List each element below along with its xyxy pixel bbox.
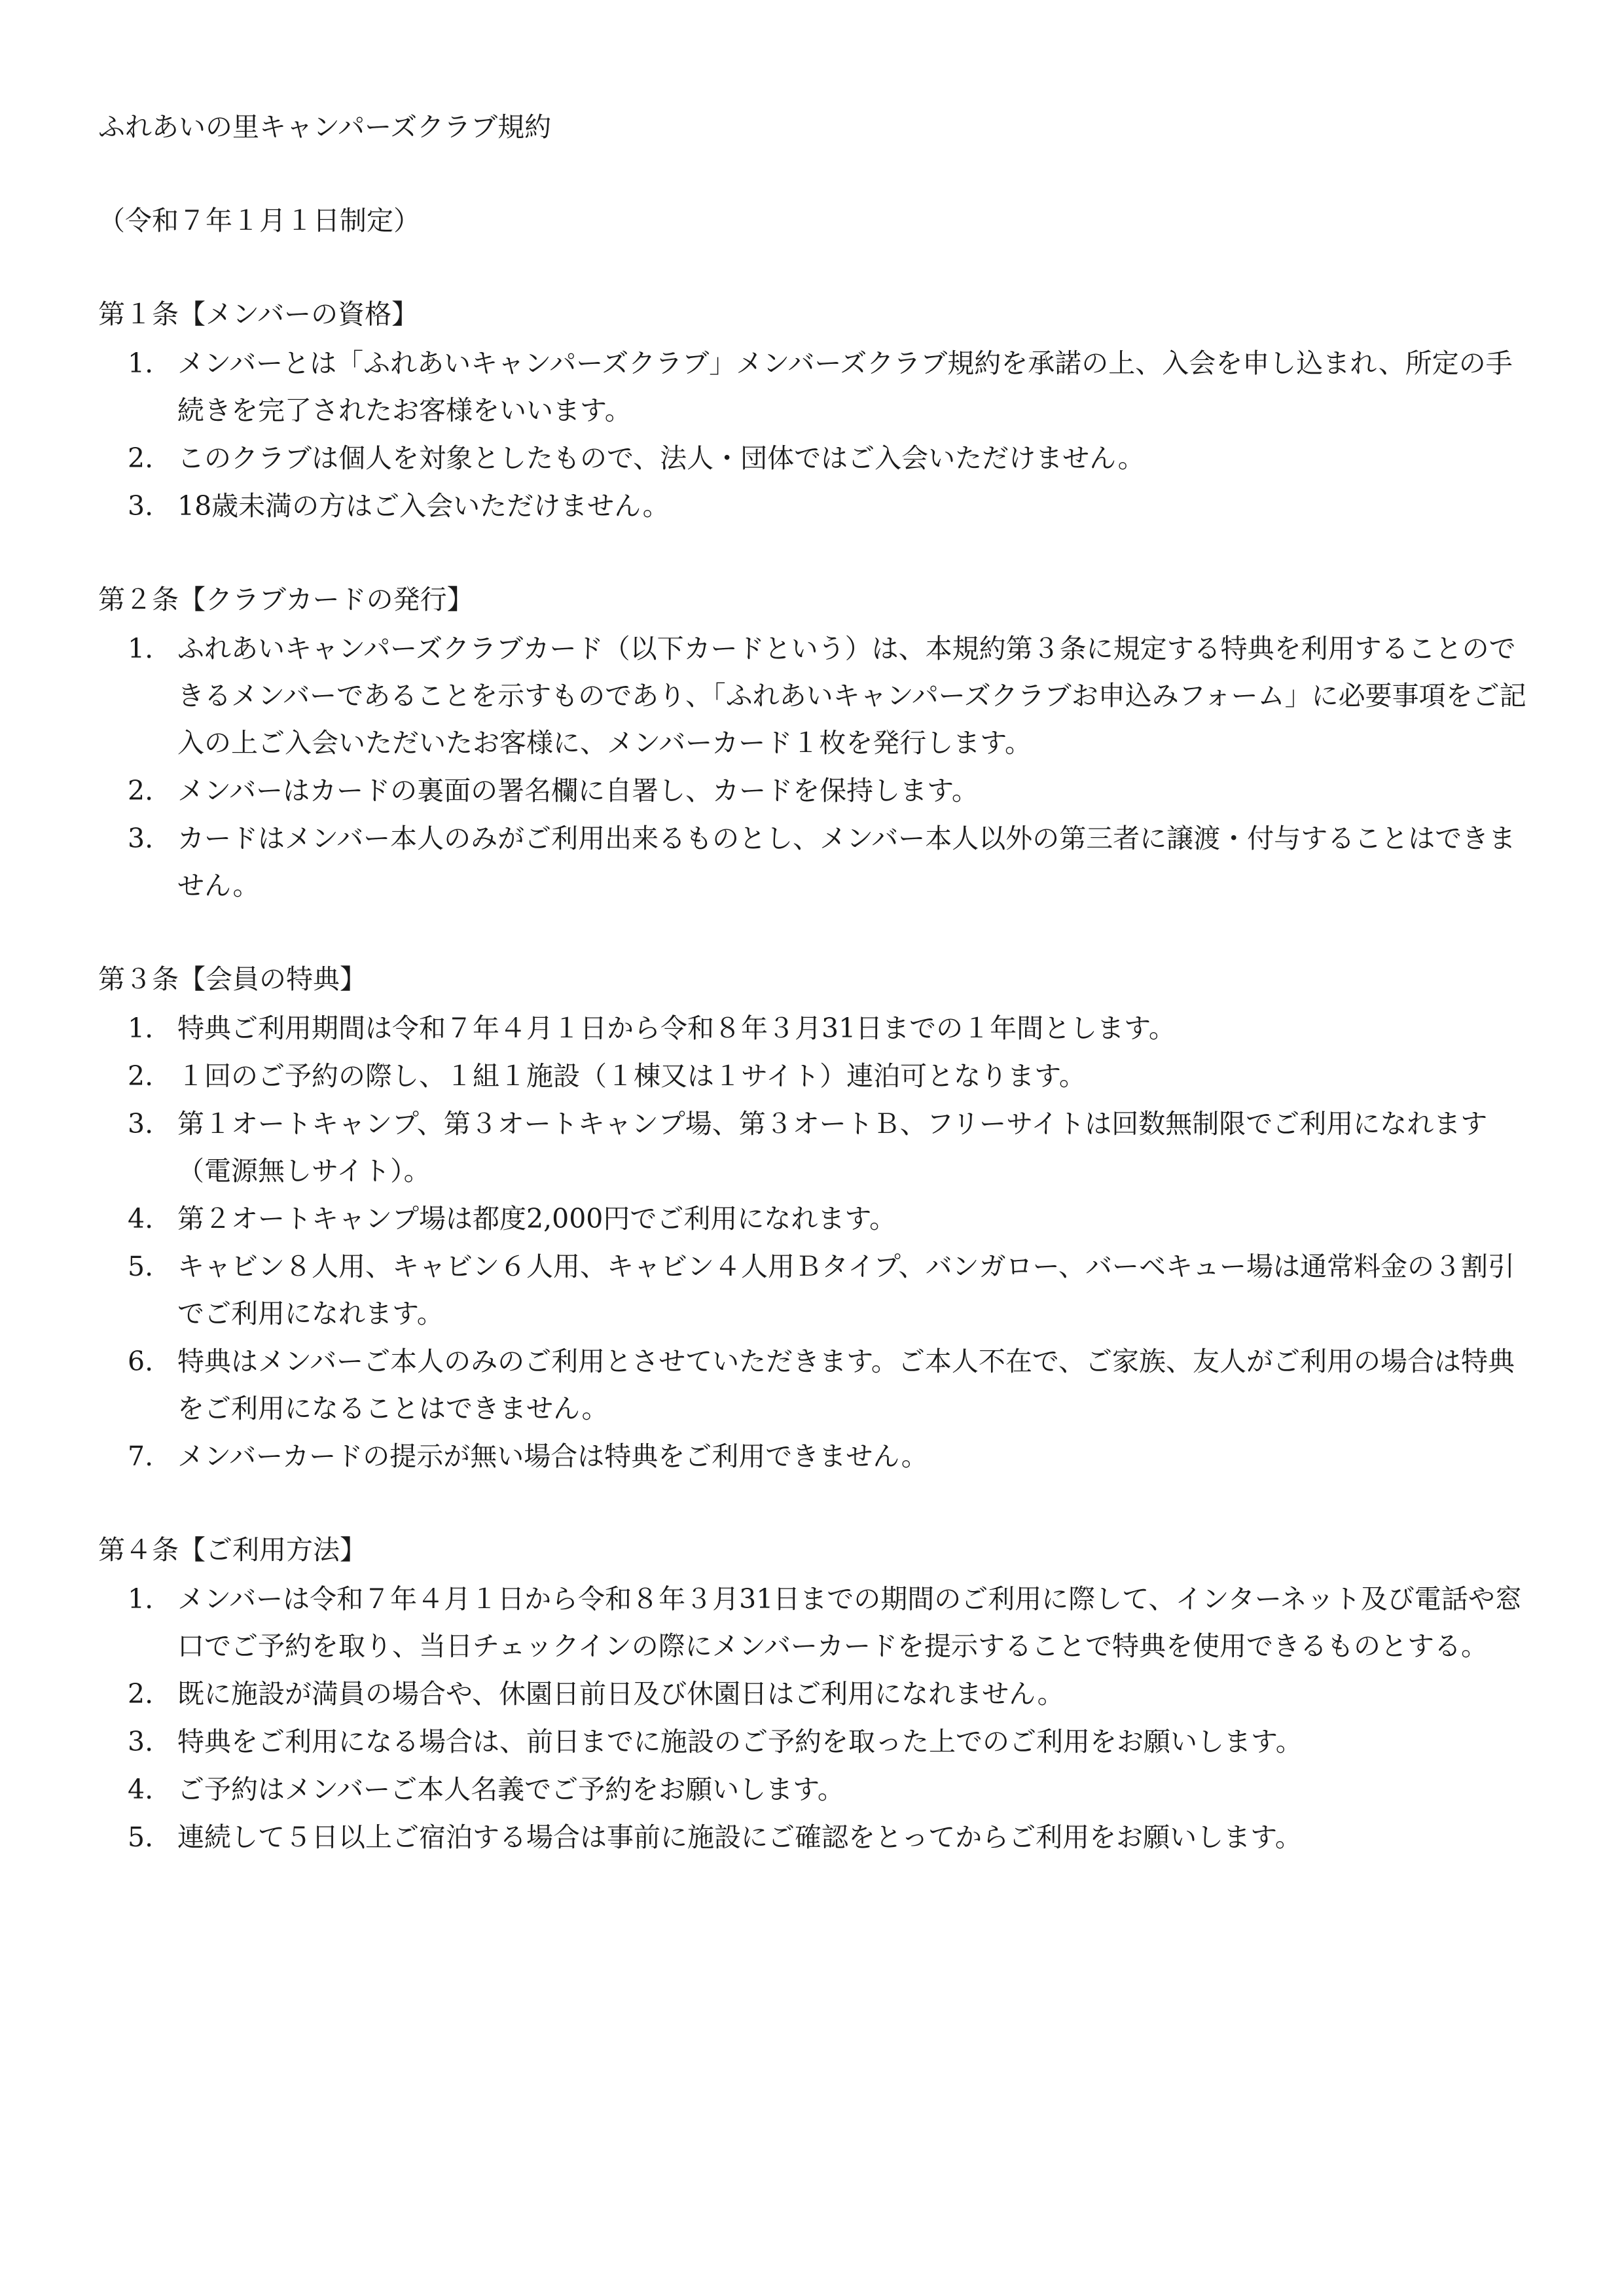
clause-text: 特典をご利用になる場合は、前日までに施設のご予約を取った上でのご利用をお願いします。 bbox=[177, 1726, 1303, 1757]
clause-number: 3. bbox=[128, 1108, 154, 1139]
clause-list bbox=[98, 625, 1532, 909]
clause-text: メンバーとは「ふれあいキャンパーズクラブ」メンバーズクラブ規約を承諾の上、入会を申し込まれ、所定の手続きを完了されたお客様をいいます。 bbox=[177, 348, 1513, 426]
clause-text: このクラブは個人を対象としたもので、法人・団体ではご入会いただけません。 bbox=[177, 442, 1145, 474]
clause-item bbox=[98, 340, 1532, 434]
clause-number: 5. bbox=[128, 1251, 154, 1282]
clause-text: 連続して５日以上ご宿泊する場合は事前に施設にご確認をとってからご利用をお願いします。 bbox=[177, 1821, 1302, 1853]
clause-list bbox=[98, 1575, 1532, 1861]
clause-item bbox=[98, 1005, 1532, 1052]
clause-text: 第２オートキャンプ場は都度2,000円でご利用になれます。 bbox=[177, 1203, 897, 1234]
clause-number: 4. bbox=[128, 1203, 154, 1234]
clause-text: ご予約はメンバーご本人名義でご予約をお願いします。 bbox=[177, 1774, 844, 1805]
clause-text: メンバーはカードの裏面の署名欄に自署し、カードを保持します。 bbox=[177, 775, 979, 806]
clause-number: 2. bbox=[128, 1060, 154, 1092]
article-heading: 第３条【会員の特典】 bbox=[98, 963, 367, 995]
clause-item bbox=[98, 1670, 1532, 1717]
document-page bbox=[98, 103, 1532, 1861]
clause-text: １回のご予約の際し、１組１施設（１棟又は１サイト）連泊可となります。 bbox=[177, 1060, 1086, 1092]
clause-text: 第１オートキャンプ、第３オートキャンプ場、第３オートＢ、フリーサイトは回数無制限でご利用になれます（電源無しサイト）。 bbox=[177, 1108, 1488, 1187]
clause-item bbox=[98, 625, 1532, 766]
article-2 bbox=[98, 576, 1532, 909]
article-3 bbox=[98, 956, 1532, 1480]
clause-number: 1. bbox=[128, 1013, 154, 1044]
clause-list bbox=[98, 340, 1532, 529]
clause-item bbox=[98, 767, 1532, 814]
clause-item bbox=[98, 1052, 1532, 1100]
clause-text: メンバーカードの提示が無い場合は特典をご利用できません。 bbox=[177, 1441, 928, 1472]
clause-number: 2. bbox=[128, 442, 154, 474]
clause-item bbox=[98, 815, 1532, 909]
clause-item bbox=[98, 1100, 1532, 1194]
clause-number: 1. bbox=[128, 348, 154, 379]
clause-item bbox=[98, 1338, 1532, 1432]
document-title: ふれあいの里キャンパーズクラブ規約 bbox=[98, 111, 552, 143]
clause-number: 1. bbox=[128, 633, 154, 664]
clause-number: 2. bbox=[128, 775, 154, 806]
clause-number: 5. bbox=[128, 1821, 154, 1853]
clause-item bbox=[98, 1814, 1532, 1861]
clause-item bbox=[98, 1766, 1532, 1813]
clause-number: 1. bbox=[128, 1583, 154, 1615]
enactment-date: （令和７年１月１日制定） bbox=[98, 205, 420, 236]
clause-text: 特典はメンバーご本人のみのご利用とさせていただきます。ご本人不在で、ご家族、友人がご利用の場合は特典をご利用になることはできません。 bbox=[177, 1346, 1515, 1424]
article-1 bbox=[98, 291, 1532, 529]
clause-number: 6. bbox=[128, 1346, 154, 1377]
clause-text: 既に施設が満員の場合や、休園日前日及び休園日はご利用になれません。 bbox=[177, 1678, 1064, 1710]
clause-number: 2. bbox=[128, 1678, 154, 1710]
clause-item bbox=[98, 1433, 1532, 1480]
clause-text: 特典ご利用期間は令和７年４月１日から令和８年３月31日までの１年間とします。 bbox=[177, 1013, 1176, 1044]
clause-item bbox=[98, 1195, 1532, 1242]
clause-number: 4. bbox=[128, 1774, 154, 1805]
clause-number: 3. bbox=[128, 1726, 154, 1757]
clause-item bbox=[98, 1243, 1532, 1337]
clause-number: 3. bbox=[128, 823, 154, 854]
clause-item bbox=[98, 435, 1532, 482]
clause-text: 18歳未満の方はご入会いただけません。 bbox=[177, 490, 670, 522]
article-heading: 第４条【ご利用方法】 bbox=[98, 1534, 367, 1566]
article-heading: 第１条【メンバーの資格】 bbox=[98, 298, 419, 330]
clause-text: メンバーは令和７年４月１日から令和８年３月31日までの期間のご利用に際して、インターネット及び電話や窓口でご予約を取り、当日チェックインの際にメンバーカードを提示することで特典を使用できるものとする。 bbox=[177, 1583, 1522, 1662]
clause-list bbox=[98, 1005, 1532, 1480]
clause-item bbox=[98, 482, 1532, 529]
clause-item bbox=[98, 1575, 1532, 1670]
article-4 bbox=[98, 1526, 1532, 1861]
clause-text: ふれあいキャンパーズクラブカード（以下カードという）は、本規約第３条に規定する特典を利用することのできるメンバーであることを示すものであり、「ふれあいキャンパーズクラブお申込みフォーム」に必要事項をご記入の上ご入会いただいたお客様に、メンバーカード１枚を発行します。 bbox=[177, 633, 1526, 759]
clause-item bbox=[98, 1718, 1532, 1765]
clause-text: カードはメンバー本人のみがご利用出来るものとし、メンバー本人以外の第三者に譲渡・付与することはできません。 bbox=[177, 823, 1516, 901]
article-heading: 第２条【クラブカードの発行】 bbox=[98, 584, 474, 615]
clause-number: 7. bbox=[128, 1441, 154, 1472]
clause-text: キャビン８人用、キャビン６人用、キャビン４人用Ｂタイプ、バンガロー、バーベキュー場は通常料金の３割引でご利用になれます。 bbox=[177, 1251, 1515, 1329]
clause-number: 3. bbox=[128, 490, 154, 522]
